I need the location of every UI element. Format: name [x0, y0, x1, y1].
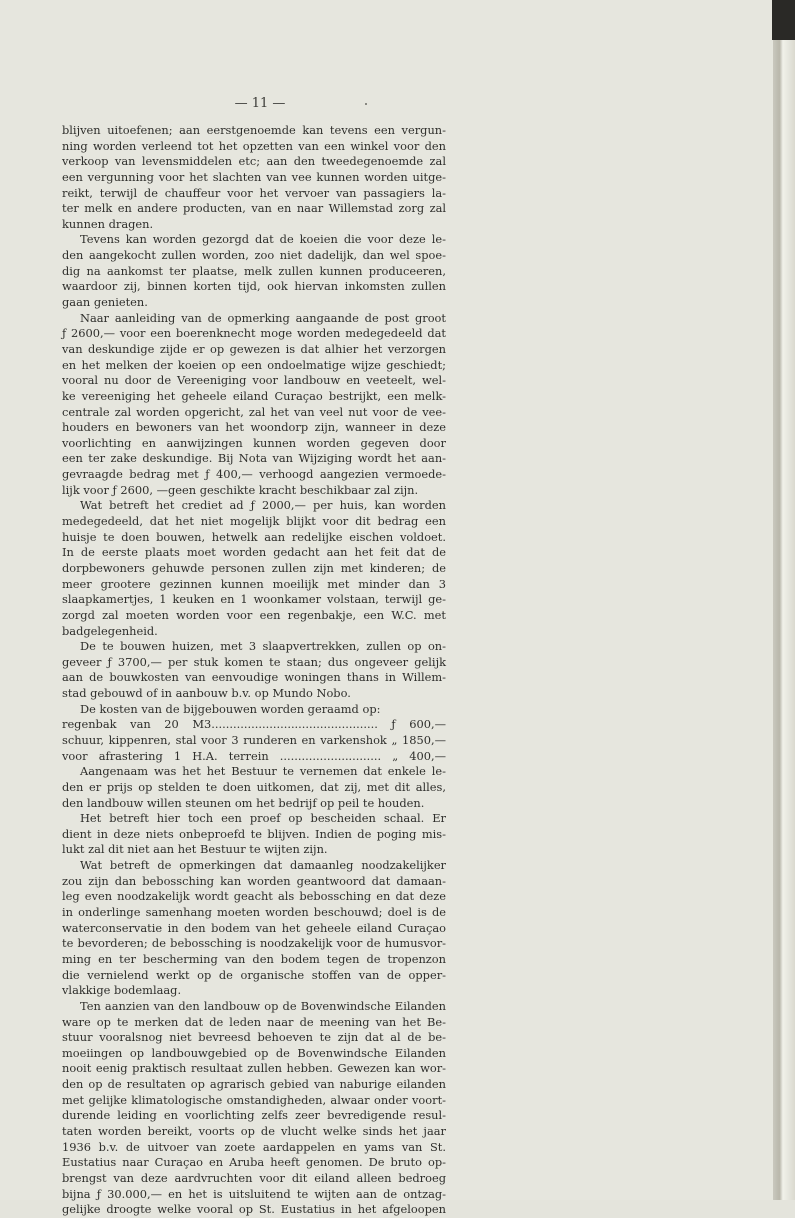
text-line: Wat betreft de opmerkingen dat damaanleg noodzakelijker	[80, 858, 446, 873]
text-line: een ter zake deskundige. Bij Nota van Wijziging wordt het aan-	[62, 451, 446, 466]
text-line: voorlichting en aanwijzingen kunnen worden gegeven door	[62, 435, 446, 450]
text-line: vlakkige bodemlaag.	[62, 983, 182, 998]
text-line: centrale zal worden opgericht, zal het van veel nut voor de vee-	[62, 404, 446, 419]
text-line: ming en ter bescherming van den bodem tegen de tropenzon	[62, 951, 446, 966]
text-line: gevraagde bedrag met ƒ 400,— verhoogd aangezien vermoede-	[62, 467, 446, 482]
text-line: den er prijs op stelden te doen uitkomen, dat zij, met dit alles,	[62, 779, 446, 794]
text-line: Naar aanleiding van de opmerking aangaande de post groot	[80, 310, 446, 325]
text-line: houders en bewoners van het woondorp zijn, wanneer in deze	[62, 420, 446, 435]
text-line: geveer ƒ 3700,— per stuk komen te staan; dus ongeveer gelijk	[62, 654, 446, 669]
page-right-edge	[773, 0, 795, 1200]
text-line: met gelijke klimatologische omstandigheden, alwaar onder voort-	[62, 1092, 446, 1107]
text-line: aan de bouwkosten van eenvoudige woningen thans in Willem-	[62, 670, 446, 685]
text-line: kunnen dragen.	[62, 216, 154, 231]
text-line: zorgd zal moeten worden voor een regenbakje, een W.C. met	[62, 607, 446, 622]
text-line: een vergunning voor het slachten van vee kunnen worden uitge-	[62, 169, 446, 184]
text-line: den op de resultaten op agrarisch gebied van naburige eilanden	[62, 1077, 446, 1092]
text-line: lukt zal dit niet aan het Bestuur te wijten zijn.	[62, 842, 328, 857]
text-line: ke vereeniging het geheele eiland Curaçao bestrijkt, een melk-	[62, 388, 446, 403]
text-line: voor afrastering 1 H.A. terrein ............................ „ 400,—	[62, 748, 446, 763]
text-line: De te bouwen huizen, met 3 slaapvertrekken, zullen op on-	[80, 639, 446, 654]
text-line: moeiingen op landbouwgebied op de Bovenwindsche Eilanden	[62, 1045, 446, 1060]
text-line: 1936 b.v. de uitvoer van zoete aardappelen en yams van St.	[62, 1139, 446, 1154]
text-line: In de eerste plaats moet worden gedacht aan het feit dat de	[62, 545, 446, 560]
text-line: van deskundige zijde er op gewezen is dat alhier het verzorgen	[62, 341, 446, 356]
text-line: gaan genieten.	[62, 295, 148, 310]
text-line: waardoor zij, binnen korten tijd, ook hiervan inkomsten zullen	[62, 279, 446, 294]
text-line: meer grootere gezinnen kunnen moeilijk met minder dan 3	[62, 576, 446, 591]
text-line: schuur, kippenren, stal voor 3 runderen en varkenshok „ 1850,—	[62, 732, 446, 747]
text-line: lijk voor ƒ 2600, —geen geschikte kracht beschikbaar zal zijn.	[62, 482, 419, 497]
text-line: regenbak van 20 M3.............................................. ƒ 600,—	[62, 717, 446, 732]
ink-speck	[365, 103, 367, 105]
text-line: blijven uitoefenen; aan eerstgenoemde kan tevens een vergun-	[62, 123, 446, 137]
text-line: die vernielend werkt op de organische stoffen van de opper-	[62, 967, 446, 982]
text-line: taten worden bereikt, voorts op de vlucht welke sinds het jaar	[62, 1124, 446, 1138]
page-number: — 11 —	[234, 96, 286, 111]
text-line: bijna ƒ 30.000,— en het is uitsluitend te wijten aan de ontzag-	[62, 1186, 446, 1201]
text-line: zou zijn dan bebossching kan worden geantwoord dat damaan-	[62, 873, 446, 888]
text-line: dig na aankomst ter plaatse, melk zullen kunnen produceeren,	[62, 263, 446, 278]
text-line: dient in deze niets onbeproefd te blijven. Indien de poging mis-	[62, 826, 446, 841]
scan-corner-shadow	[772, 0, 795, 40]
text-line: durende leiding en voorlichting zelfs zeer bevredigende resul-	[62, 1108, 446, 1123]
text-line: Het betreft hier toch een proef op bescheiden schaal. Er	[80, 811, 446, 826]
text-line: leg even noodzakelijk wordt geacht als bebossching en dat deze	[62, 889, 446, 904]
text-line: brengst van deze aardvruchten voor dit eiland alleen bedroeg	[62, 1170, 446, 1185]
text-line: badgelegenheid.	[62, 623, 158, 638]
text-line: ware op te merken dat de leden naar de meening van het Be-	[62, 1014, 446, 1029]
text-line: Tevens kan worden gezorgd dat de koeien die voor deze le-	[80, 232, 446, 247]
text-line: slaapkamertjes, 1 keuken en 1 woonkamer volstaan, terwijl ge-	[62, 592, 446, 607]
body-text	[62, 123, 446, 1218]
text-line: ƒ 2600,— voor een boerenknecht moge worden medegedeeld dat	[62, 326, 446, 341]
text-line: verkoop van levensmiddelen etc; aan den tweedegenoemde zal	[62, 154, 446, 169]
text-line: in onderlinge samenhang moeten worden beschouwd; doel is de	[62, 905, 446, 920]
text-line: De kosten van de bijgebouwen worden geraamd op:	[80, 701, 381, 716]
text-line: ter melk en andere producten, van en naar Willemstad zorg zal	[62, 201, 446, 216]
text-line: waterconservatie in den bodem van het geheele eiland Curaçao	[62, 920, 446, 935]
text-line: gelijke droogte welke vooral op St. Eustatius in het afgeloopen	[62, 1202, 446, 1217]
text-line: den landbouw willen steunen om het bedrijf op peil te houden.	[62, 795, 425, 810]
text-line: den aangekocht zullen worden, zoo niet dadelijk, dan wel spoe-	[62, 248, 446, 263]
text-line: nooit eenig praktisch resultaat zullen hebben. Gewezen kan wor-	[62, 1061, 446, 1076]
text-line: dorpbewoners gehuwde personen zullen zijn met kinderen; de	[62, 560, 446, 575]
text-line: stuur vooralsnog niet bevreesd behoeven te zijn dat al de be-	[62, 1030, 446, 1045]
text-line: Wat betreft het crediet ad ƒ 2000,— per huis, kan worden	[80, 498, 446, 513]
text-line: stad gebouwd of in aanbouw b.v. op Mundo Nobo.	[62, 686, 351, 701]
text-line: Eustatius naar Curaçao en Aruba heeft genomen. De bruto op-	[62, 1155, 446, 1170]
text-line: Ten aanzien van den landbouw op de Bovenwindsche Eilanden	[80, 998, 446, 1013]
text-line: en het melken der koeien op een ondoelmatige wijze geschiedt;	[62, 357, 446, 372]
text-line: Aangenaam was het het Bestuur te vernemen dat enkele le-	[80, 764, 446, 779]
text-line: huisje te doen bouwen, hetwelk aan redelijke eischen voldoet.	[62, 529, 446, 544]
text-line: medegedeeld, dat het niet mogelijk blijkt voor dit bedrag een	[62, 514, 446, 529]
text-line: reikt, terwijl de chauffeur voor het vervoer van passagiers la-	[62, 185, 446, 200]
text-line: ning worden verleend tot het opzetten van een winkel voor den	[62, 138, 446, 153]
text-line: te bevorderen; de bebossching is noodzakelijk voor de humusvor-	[62, 936, 446, 951]
text-line: vooral nu door de Vereeniging voor landbouw en veeteelt, wel-	[62, 373, 446, 388]
